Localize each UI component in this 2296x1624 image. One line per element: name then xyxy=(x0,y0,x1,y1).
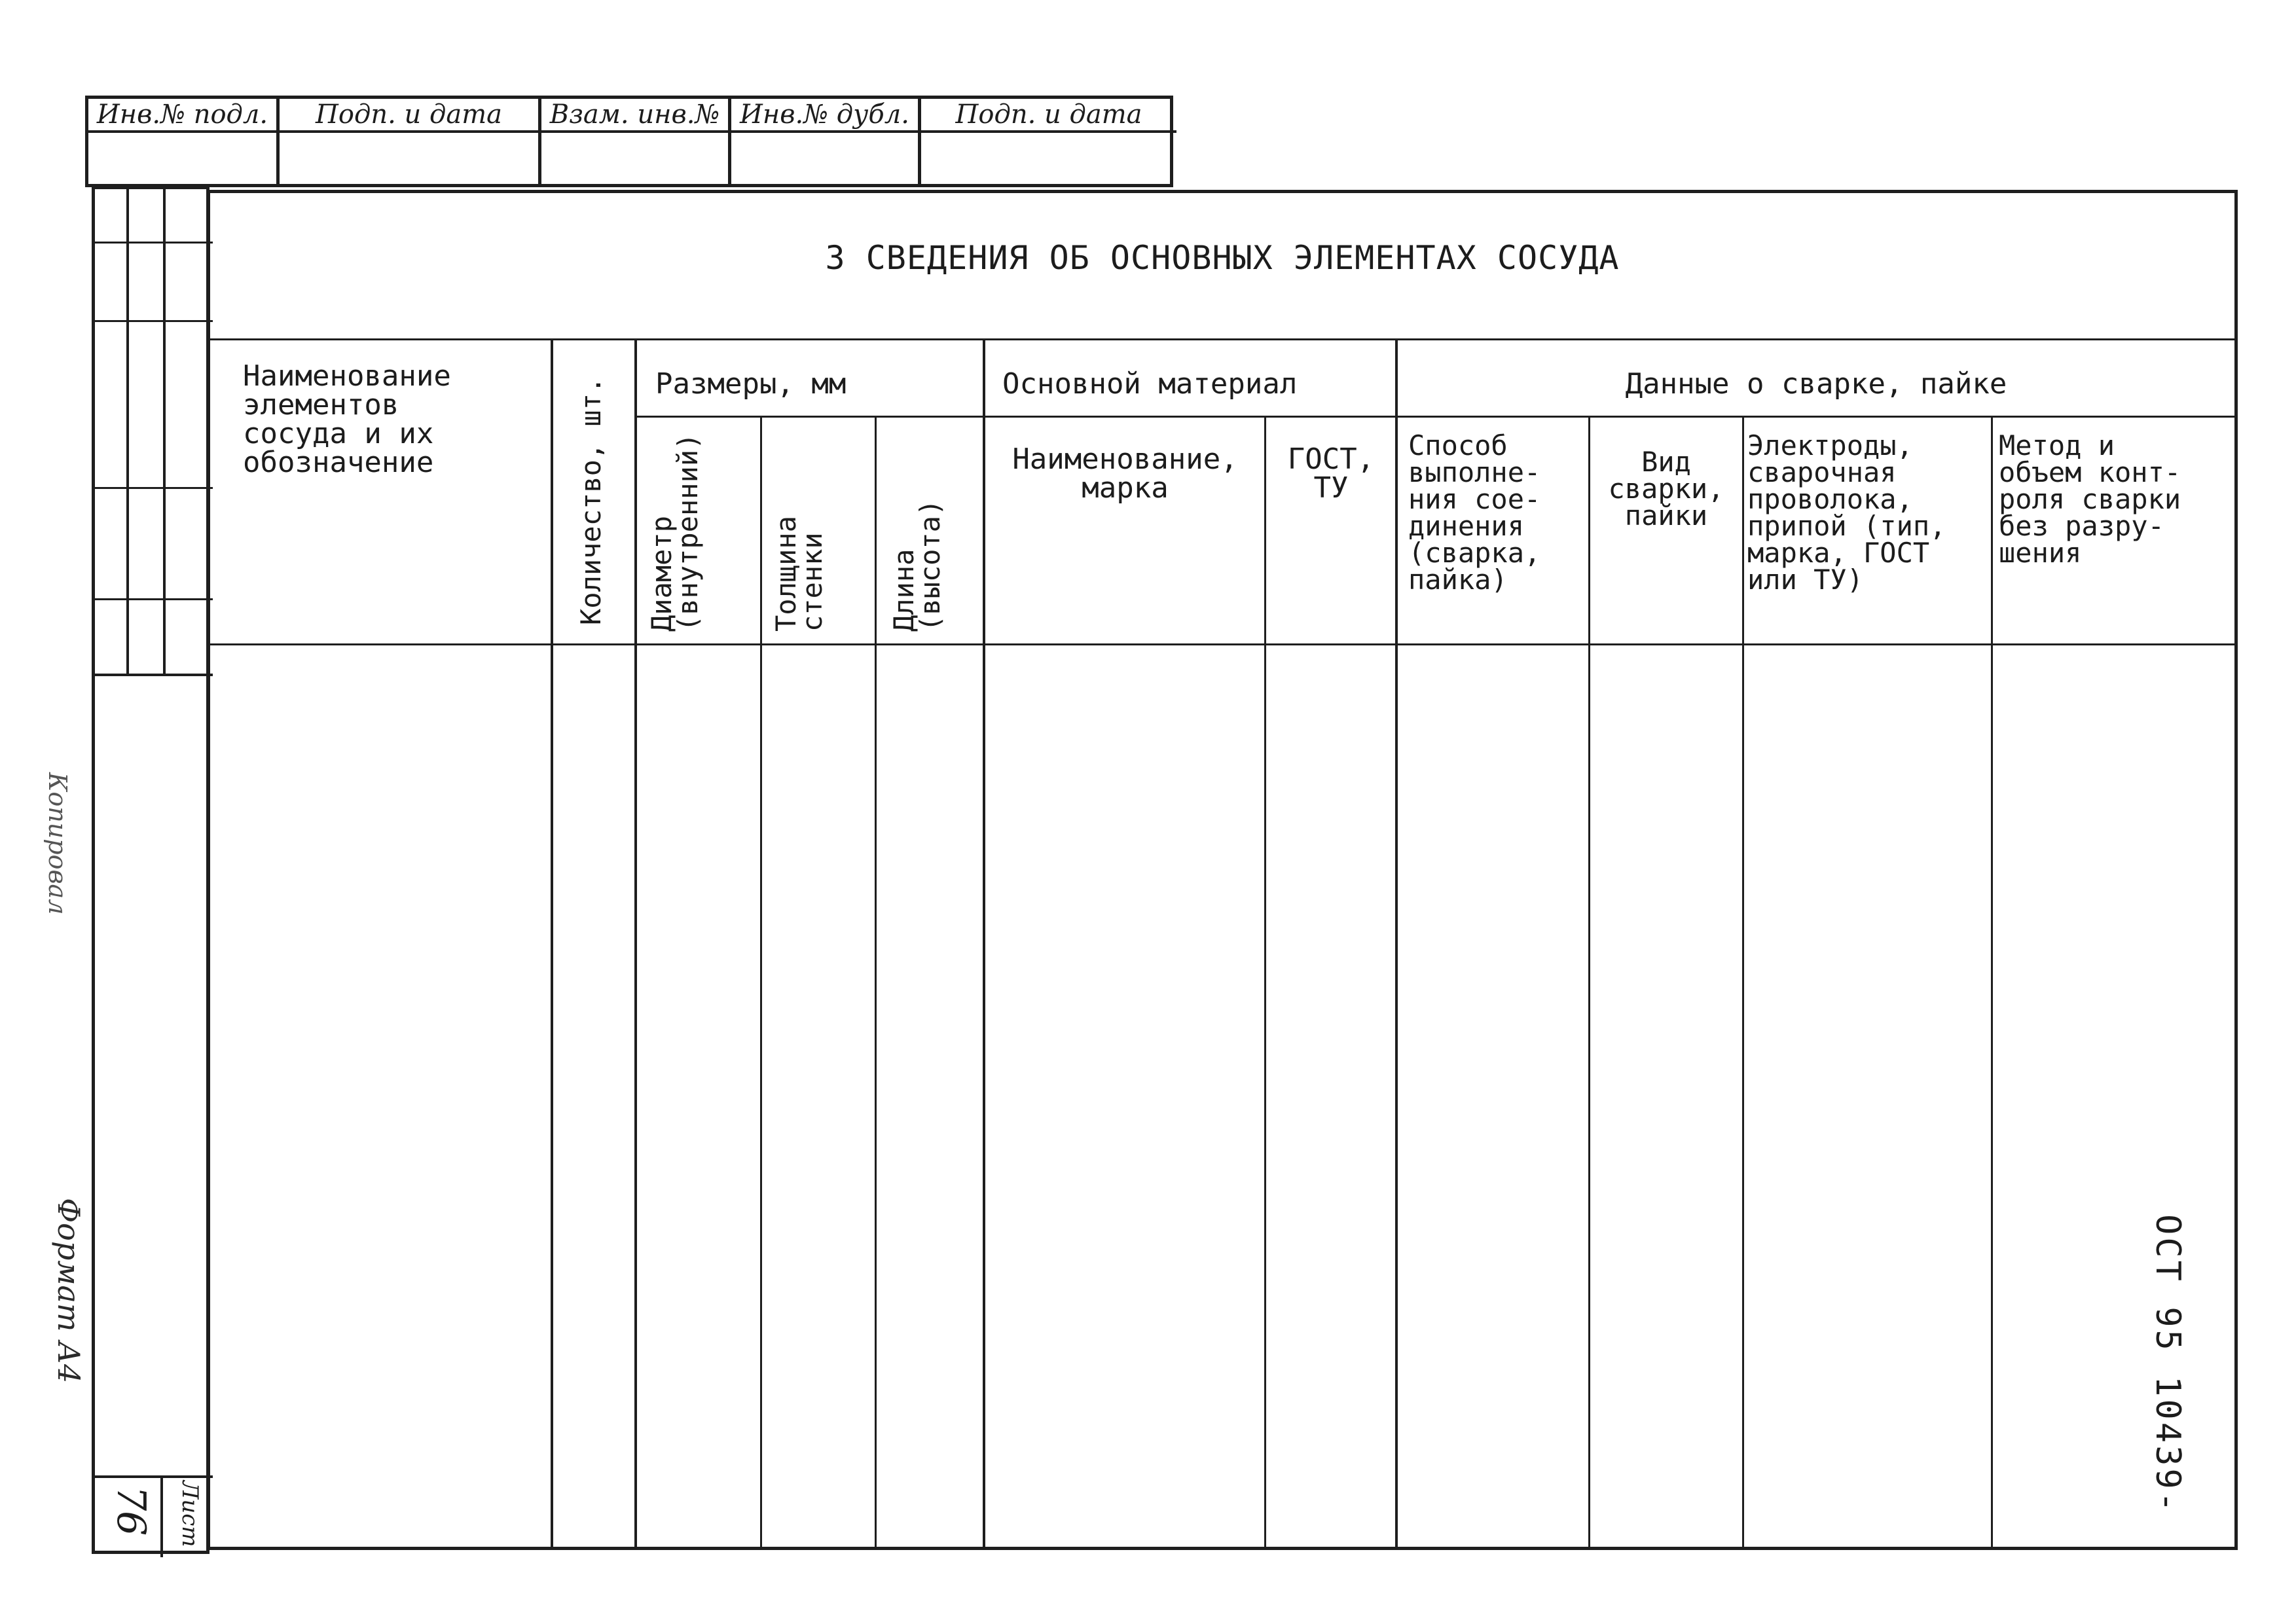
strip-divider xyxy=(95,598,213,600)
column-line xyxy=(875,416,877,1547)
stamp-cell-inv-dubl xyxy=(731,99,921,184)
stamp-label: Подп. и дата xyxy=(280,99,538,133)
header-weld-type: Вид сварки, пайки xyxy=(1608,446,1724,532)
header-bottom-rule xyxy=(210,643,2234,645)
strip-divider xyxy=(95,487,213,489)
column-line xyxy=(983,338,985,1547)
stamp-label: Взам. инв.№ xyxy=(541,99,728,133)
sheet-label: Лист xyxy=(177,1481,203,1547)
stamp-block xyxy=(85,96,1173,187)
header-material-name: Наименование, марка xyxy=(1012,442,1238,505)
strip-divider xyxy=(126,189,129,674)
header-method: Способ выполне- ния сое- динения (сварка, пайка) xyxy=(1408,429,1541,596)
column-line xyxy=(1991,416,1993,1547)
column-line xyxy=(551,338,553,1547)
header-electrodes: Электроды, сварочная проволока, припой (тип, марка, ГОСТ или ТУ) xyxy=(1747,429,1946,596)
stamp-label: Подп. и дата xyxy=(921,99,1176,133)
header-quantity: Количество, шт. xyxy=(575,376,607,625)
header-group-material: Основной материал xyxy=(1002,367,1298,401)
stamp-cell-podp-data-2 xyxy=(921,99,1176,184)
strip-divider xyxy=(95,242,213,244)
strip-divider xyxy=(163,189,166,674)
header-control: Метод и объем конт- роля сварки без разру- шения xyxy=(1999,429,2181,569)
strip-divider xyxy=(95,674,213,676)
stamp-cell-inv-podl xyxy=(88,99,280,184)
header-gost: ГОСТ, ТУ xyxy=(1287,442,1375,505)
strip-divider xyxy=(95,320,213,322)
column-line xyxy=(760,416,762,1547)
header-group-sizes: Размеры, мм xyxy=(655,367,847,401)
column-line xyxy=(634,338,637,1547)
stamp-cell-podp-data xyxy=(280,99,541,184)
header-group-welding: Данные о сварке, пайке xyxy=(1625,367,2007,401)
column-line xyxy=(1264,416,1266,1547)
header-thickness: Толщина стенки xyxy=(770,515,828,632)
stamp-cell-vzam-inv xyxy=(541,99,731,184)
sheet-number: 76 xyxy=(108,1486,154,1536)
header-length: Длина (высота) xyxy=(888,499,946,632)
column-line xyxy=(1742,416,1744,1547)
strip-divider xyxy=(95,1475,213,1478)
strip-divider xyxy=(160,1475,163,1557)
header-element-name: Наименование элементов сосуда и их обозначение xyxy=(243,359,451,479)
binding-strip xyxy=(92,186,210,1554)
format-note: Формат А4 xyxy=(51,1198,86,1384)
column-line xyxy=(1395,338,1398,1547)
document-code: ОСТ 95 10439- xyxy=(2148,1214,2187,1515)
stamp-label: Инв.№ подл. xyxy=(88,99,276,133)
section-title: 3 СВЕДЕНИЯ ОБ ОСНОВНЫХ ЭЛЕМЕНТАХ СОСУДА xyxy=(825,239,1620,277)
column-line xyxy=(1588,416,1590,1547)
stamp-label: Инв.№ дубл. xyxy=(731,99,918,133)
header-top-rule xyxy=(210,338,2234,340)
copied-note: Копировал xyxy=(43,772,72,915)
header-diameter: Диаметр (внутренний) xyxy=(646,433,704,632)
form-frame xyxy=(207,190,2238,1550)
